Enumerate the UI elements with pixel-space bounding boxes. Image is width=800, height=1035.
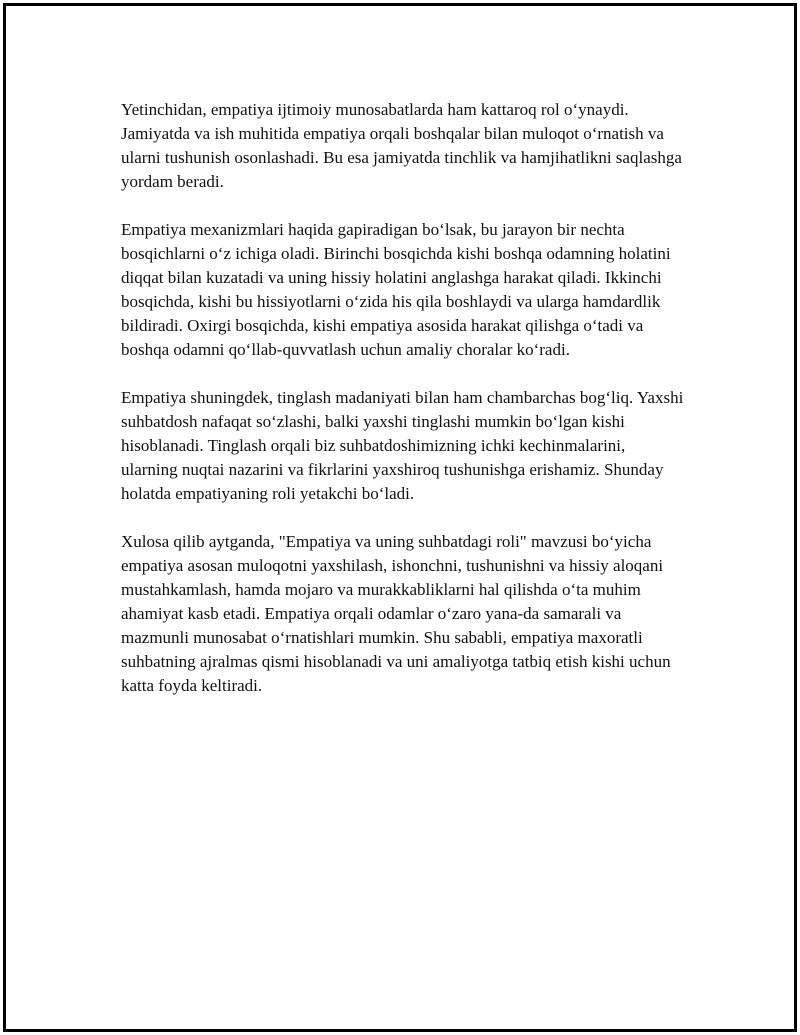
paragraph-1: Yetinchidan, empatiya ijtimoiy munosabatlarda ham kattaroq rol o‘ynaydi. Jamiyatda va ish muhitida empatiya orqali boshqalar bilan muloqot o‘rnatish va ularni tushunish osonlashadi. Bu esa jamiyatda tinchlik va hamjihatlikni saqlashga yordam beradi. — [121, 100, 682, 191]
page-frame — [3, 3, 797, 1032]
paragraph-4: Xulosa qilib aytganda, "Empatiya va uning suhbatdagi roli" mavzusi bo‘yicha empatiya asosan muloqotni yaxshilash, ishonchni, tushunishni va hissiy aloqani mustahkamlash, hamda mojaro va murakkabliklarni hal qilishda o‘ta muhim ahamiyat kasb etadi. Empatiya orqali odamlar o‘zaro yana-da samarali va mazmunli munosabat o‘rnatishlari mumkin. Shu sababli, empatiya maxoratli suhbatning ajralmas qismi hisoblanadi va uni amaliyotga tatbiq etish kishi uchun katta foyda keltiradi. — [121, 532, 671, 695]
paragraph-2: Empatiya mexanizmlari haqida gapiradigan bo‘lsak, bu jarayon bir nechta bosqichlarni o‘z ichiga oladi. Birinchi bosqichda kishi boshqa odamning holatini diqqat bilan kuzatadi va uning hissiy holatini anglashga harakat qiladi. Ikkinchi bosqichda, kishi bu hissiyotlarni o‘zida his qila boshlaydi va ularga hamdardlik bildiradi. Oxirgi bosqichda, kishi empatiya asosida harakat qilishga o‘tadi va boshqa odamni qo‘llab-quvvatlash uchun amaliy choralar ko‘radi. — [121, 220, 671, 359]
paragraph-3: Empatiya shuningdek, tinglash madaniyati bilan ham chambarchas bog‘liq. Yaxshi suhbatdosh nafaqat so‘zlashi, balki yaxshi tinglashi mumkin bo‘lgan kishi hisoblanadi. Tinglash orqali biz suhbatdoshimizning ichki kechinmalarini, ularning nuqtai nazarini va fikrlarini yaxshiroq tushunishga erishamiz. Shunday holatda empatiyaning roli yetakchi bo‘ladi. — [121, 388, 684, 503]
document-body — [121, 98, 686, 722]
